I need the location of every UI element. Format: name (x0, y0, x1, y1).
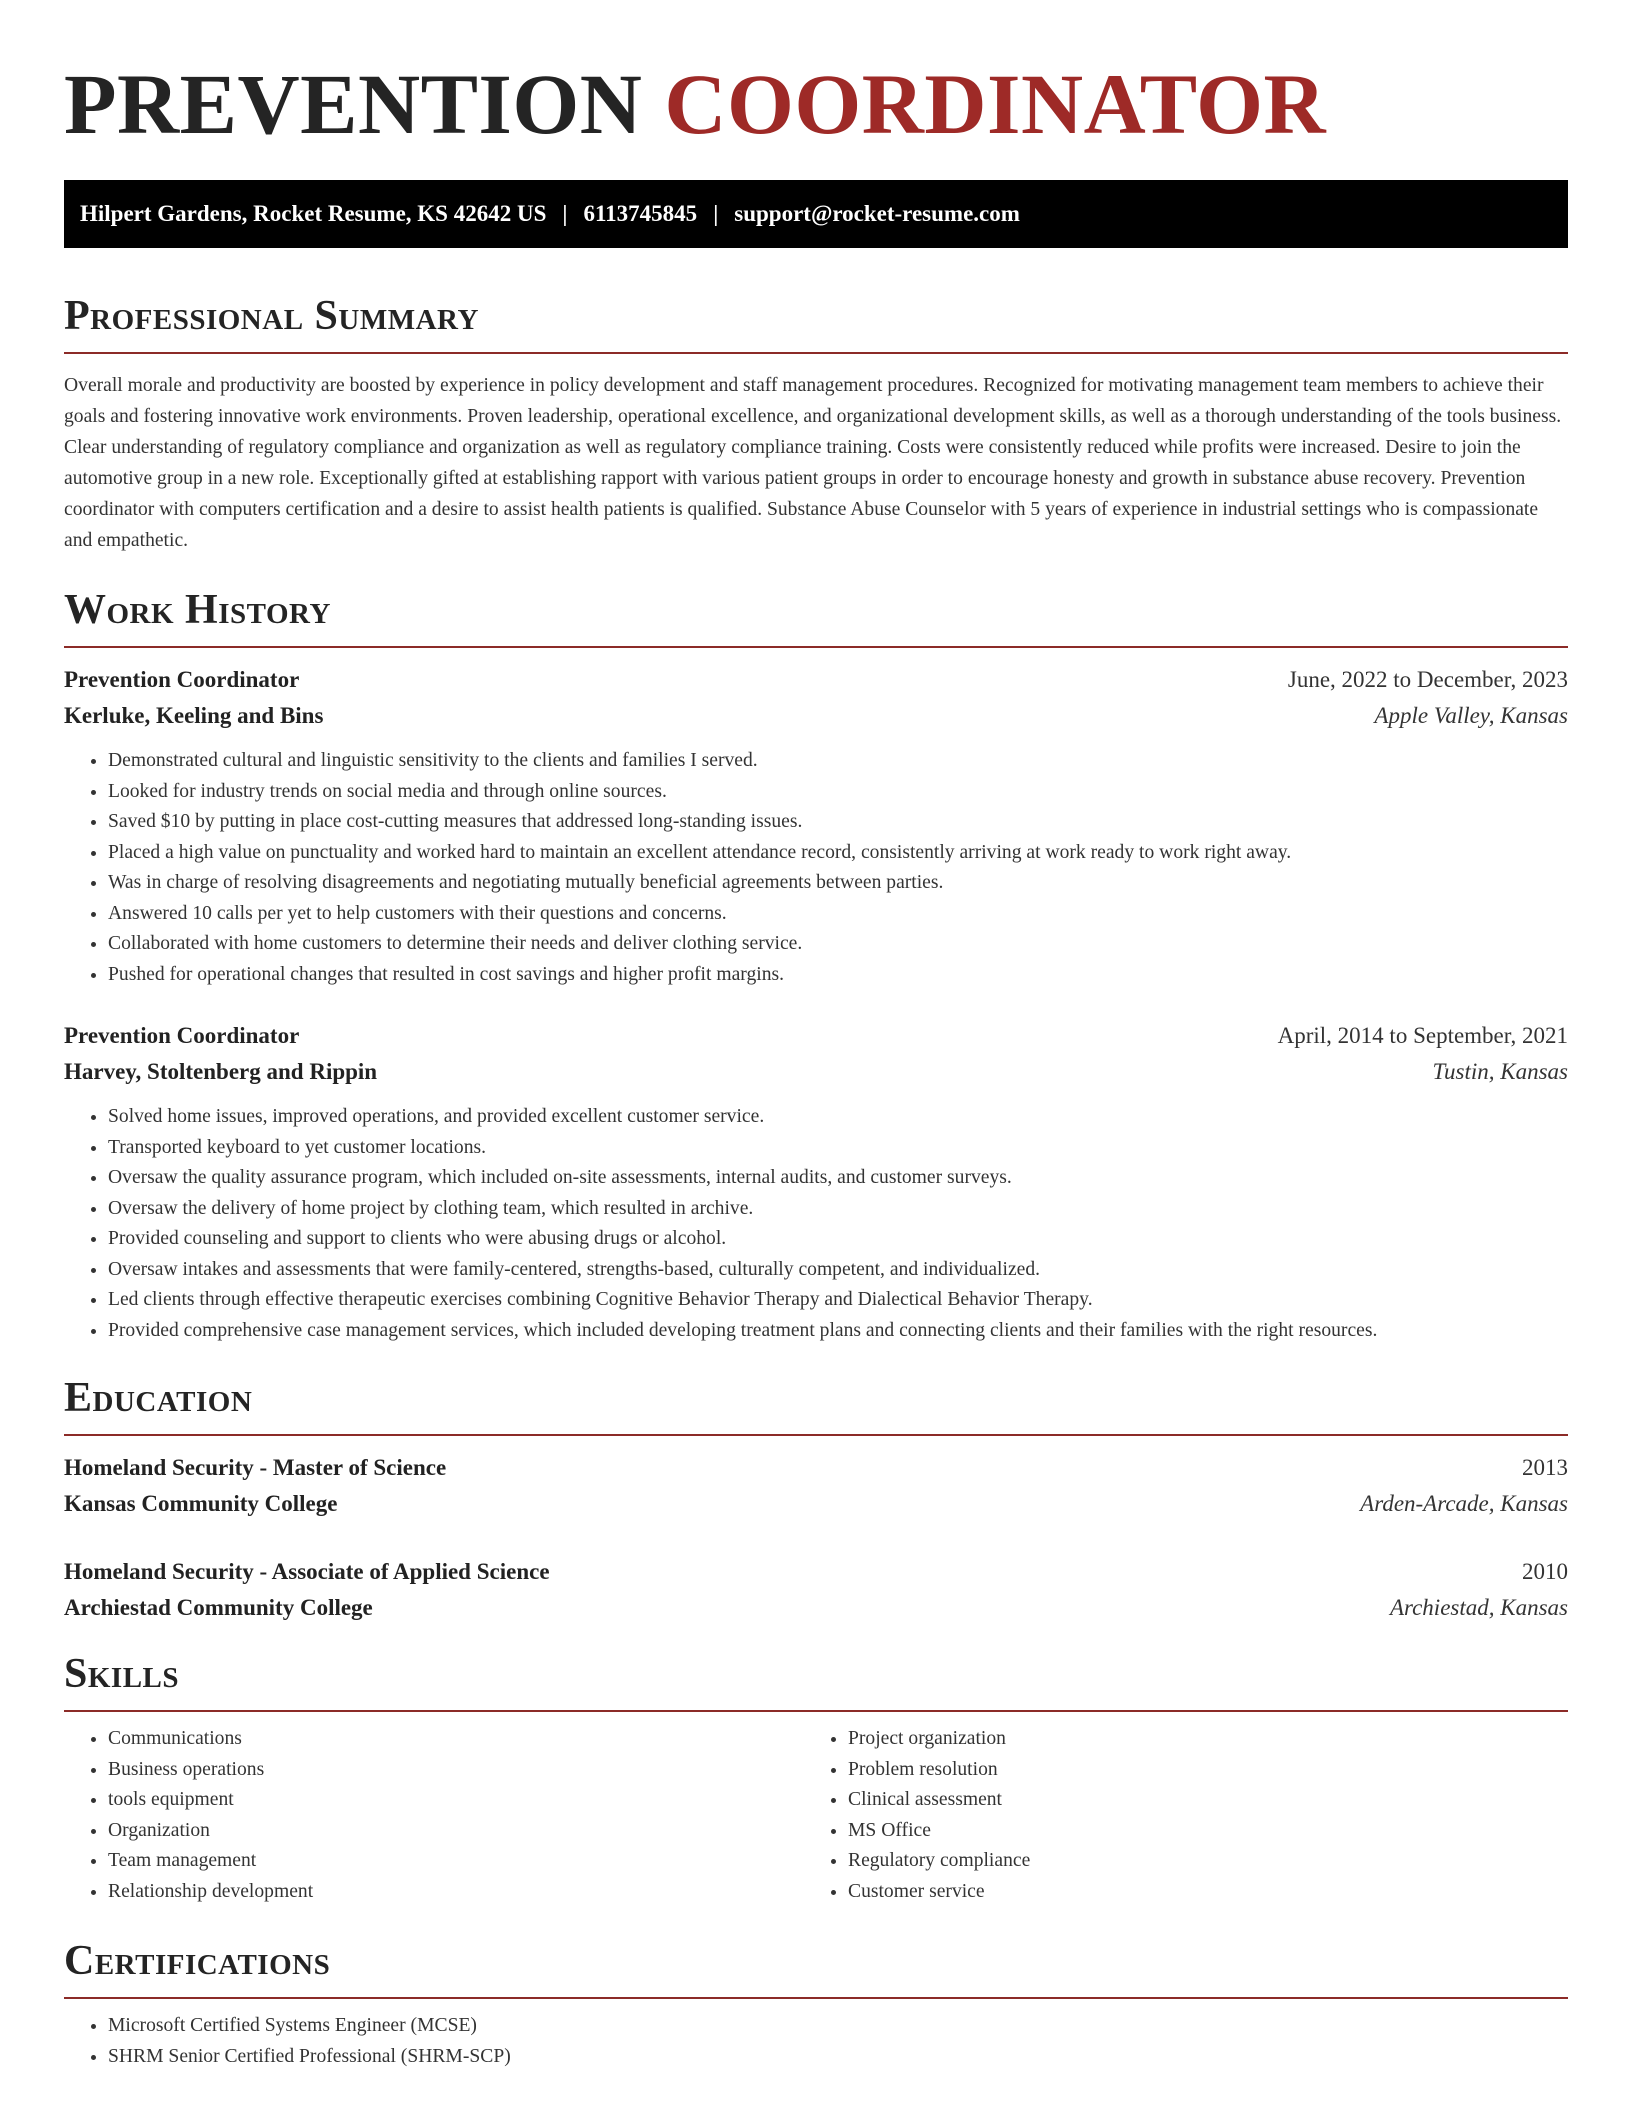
skill-item: • Regulatory compliance (848, 1846, 1568, 1877)
job-dates: June, 2022 to December, 2023 (1287, 667, 1568, 692)
resume-title (64, 0, 1568, 152)
job-entry (64, 662, 1568, 990)
skill-item: • Business operations (108, 1755, 804, 1786)
certifications-heading: Certifications (64, 1938, 331, 1984)
job-title: Prevention Coordinator (64, 667, 300, 692)
job-title-row (64, 662, 1568, 698)
education-section (64, 1374, 1568, 1626)
school-location: Arden-Arcade, Kansas (1360, 1491, 1568, 1516)
certifications-section (64, 1937, 1568, 2072)
work-history-heading: Work History (64, 587, 331, 633)
job-company-row (64, 698, 1568, 734)
skills-heading: Skills (64, 1651, 180, 1697)
certifications-list (64, 2011, 1568, 2072)
job-company: Kerluke, Keeling and Bins (64, 703, 324, 728)
contact-address: Hilpert Gardens, Rocket Resume, KS 42642 US (80, 201, 547, 226)
job-duty-item: • Led clients through effective therapeutic exercises combining Cognitive Behavior Therapy and Dialectical Behavior Therapy. (108, 1285, 1568, 1316)
degree-name: Homeland Security - Associate of Applied Science (64, 1559, 550, 1584)
education-heading: Education (64, 1375, 253, 1421)
job-dates: April, 2014 to September, 2021 (1277, 1023, 1568, 1048)
school-location: Archiestad, Kansas (1389, 1595, 1568, 1620)
contact-separator: | (713, 201, 719, 226)
skill-item: • Communications (108, 1724, 804, 1755)
skill-item: • Project organization (848, 1724, 1568, 1755)
job-duty-item: • Was in charge of resolving disagreements and negotiating mutually beneficial agreements between parties. (108, 868, 1568, 899)
section-divider (64, 1997, 1568, 1999)
certification-item: • Microsoft Certified Systems Engineer (MCSE) (108, 2011, 1568, 2042)
job-duty-item: • Saved $10 by putting in place cost-cutting measures that addressed long-standing issues. (108, 807, 1568, 838)
skill-item: • Team management (108, 1846, 804, 1877)
skill-item: • Customer service (848, 1877, 1568, 1908)
job-location: Apple Valley, Kansas (1374, 703, 1568, 728)
job-duty-item: • Pushed for operational changes that resulted in cost savings and higher profit margins. (108, 960, 1568, 991)
job-duty-item: • Oversaw intakes and assessments that were family-centered, strengths-based, culturally competent, and individualized. (108, 1255, 1568, 1286)
section-divider (64, 646, 1568, 648)
skill-item: • MS Office (848, 1816, 1568, 1847)
job-title-row (64, 1018, 1568, 1054)
job-duty-item: • Collaborated with home customers to determine their needs and deliver clothing service. (108, 929, 1568, 960)
resume-page (64, 0, 1568, 2072)
education-entry (64, 1450, 1568, 1522)
job-duties-list (64, 746, 1568, 990)
school-name: Kansas Community College (64, 1491, 338, 1516)
skills-list-left (64, 1724, 804, 1907)
section-divider (64, 1434, 1568, 1436)
skill-item: • Clinical assessment (848, 1785, 1568, 1816)
section-divider (64, 1710, 1568, 1712)
job-entry (64, 1018, 1568, 1346)
job-duties-list (64, 1102, 1568, 1346)
skills-columns (64, 1724, 1568, 1907)
contact-bar (64, 180, 1568, 248)
job-company-row (64, 1054, 1568, 1090)
contact-email: support@rocket-resume.com (734, 201, 1020, 226)
job-duty-item: • Demonstrated cultural and linguistic sensitivity to the clients and families I served. (108, 746, 1568, 777)
degree-year: 2013 (1522, 1455, 1568, 1480)
job-duty-item: • Answered 10 calls per yet to help customers with their questions and concerns. (108, 899, 1568, 930)
school-name: Archiestad Community College (64, 1595, 373, 1620)
summary-heading: Professional Summary (64, 293, 479, 339)
school-row (64, 1590, 1568, 1626)
contact-separator: | (562, 201, 568, 226)
degree-year: 2010 (1522, 1559, 1568, 1584)
title-first-word: PREVENTION (64, 56, 643, 152)
skill-item: • Relationship development (108, 1877, 804, 1908)
job-duty-item: • Looked for industry trends on social media and through online sources. (108, 777, 1568, 808)
job-duty-item: • Oversaw the quality assurance program, which included on-site assessments, internal audits, and customer surveys. (108, 1163, 1568, 1194)
work-history-section (64, 586, 1568, 1346)
job-title: Prevention Coordinator (64, 1023, 300, 1048)
job-duty-item: • Provided comprehensive case management services, which included developing treatment plans and connecting clients and their families with the right resources. (108, 1316, 1568, 1347)
school-row (64, 1486, 1568, 1522)
job-duty-item: • Placed a high value on punctuality and worked hard to maintain an excellent attendance record, consistently arriving at work ready to work right away. (108, 838, 1568, 869)
skill-item: • Problem resolution (848, 1755, 1568, 1786)
job-duty-item: • Oversaw the delivery of home project by clothing team, which resulted in archive. (108, 1194, 1568, 1225)
job-company: Harvey, Stoltenberg and Rippin (64, 1059, 378, 1084)
degree-name: Homeland Security - Master of Science (64, 1455, 447, 1480)
contact-phone: 6113745845 (583, 201, 698, 226)
skills-section (64, 1650, 1568, 1907)
title-accent-word: COORDINATOR (664, 56, 1327, 152)
degree-row (64, 1554, 1568, 1590)
certification-item: • SHRM Senior Certified Professional (SHRM-SCP) (108, 2042, 1568, 2073)
summary-section (64, 292, 1568, 556)
job-duty-item: • Provided counseling and support to clients who were abusing drugs or alcohol. (108, 1224, 1568, 1255)
degree-row (64, 1450, 1568, 1486)
education-entry (64, 1554, 1568, 1626)
skills-list-right (804, 1724, 1568, 1907)
job-location: Tustin, Kansas (1432, 1059, 1568, 1084)
skill-item: • Organization (108, 1816, 804, 1847)
summary-text: Overall morale and productivity are boosted by experience in policy development and staff management procedures. Recognized for motivating management team members to achieve their goals and fostering innovative work environments. Proven leadership, operational excellence, and organizational development skills, as well as a thorough understanding of the tools business. Clear understanding of regulatory compliance and organization as well as regulatory compliance training. Costs were consistently reduced while profits were increased. Desire to join the automotive group in a new role. Exceptionally gifted at establishing rapport with various patient groups in order to encourage honesty and growth in substance abuse recovery. Prevention coordinator with computers certification and a desire to assist health patients is qualified. Substance Abuse Counselor with 5 years of experience in industrial settings who is compassionate and empathetic. (64, 375, 1562, 551)
skill-item: • tools equipment (108, 1785, 804, 1816)
job-duty-item: • Transported keyboard to yet customer locations. (108, 1133, 1568, 1164)
job-duty-item: • Solved home issues, improved operations, and provided excellent customer service. (108, 1102, 1568, 1133)
section-divider (64, 352, 1568, 354)
